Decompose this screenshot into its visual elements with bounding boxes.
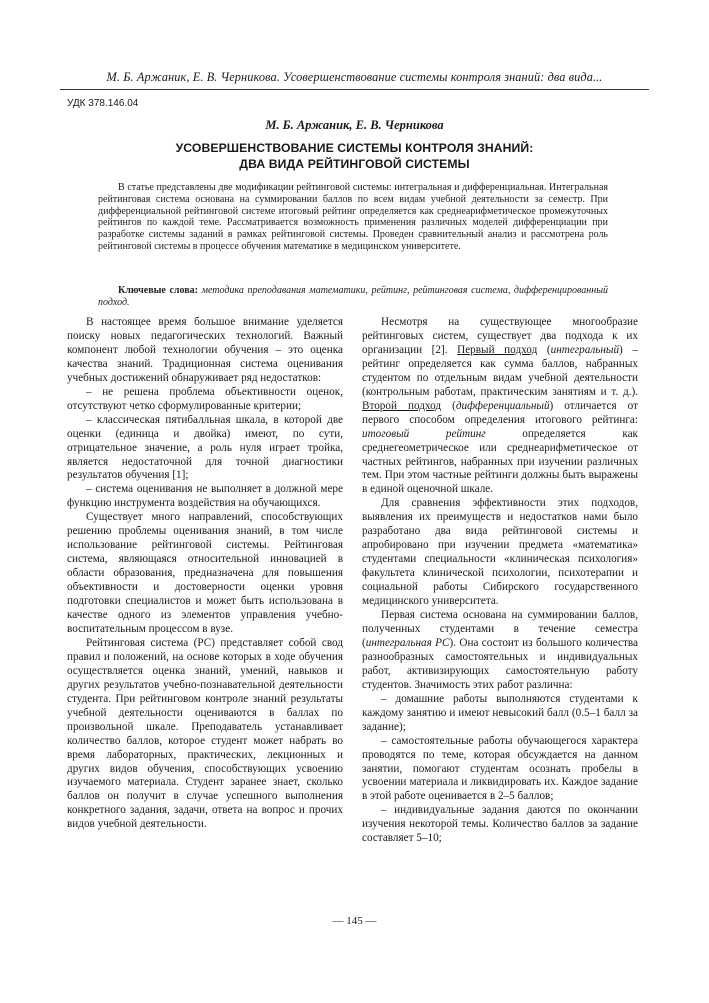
text-run: ). Она состоит из большого количества разнообразных самостоятельных и индивидуальных работ, активизирующих самостоятельную работу студентов. Значимость этих работ различна: <box>362 636 638 691</box>
header-divider <box>60 89 649 90</box>
first-approach-term: Первый подход <box>457 343 538 356</box>
text-run: Первая система основана на суммировании баллов, полученных студентами в течение семестра ( <box>362 609 638 649</box>
text-run: ( <box>537 343 551 356</box>
keywords <box>98 285 608 309</box>
title-line-1: УСОВЕРШЕНСТВОВАНИЕ СИСТЕМЫ КОНТРОЛЯ ЗНАНИЙ: <box>175 141 534 155</box>
second-approach-term: Второй подход <box>362 399 442 412</box>
right-column <box>362 316 638 846</box>
list-item: – самостоятельные работы обучающегося характера проводятся по теме, которая обсуждается на данном занятии, помогают студентам осознать пробелы в усвоении материала и ликвидировать их. Каждое задание в этой работе оценивается в 2–5 баллов; <box>362 734 638 803</box>
final-rating-term: итоговый рейтинг <box>362 427 486 440</box>
list-item: – домашние работы выполняются студентами к каждому занятию и имеют невысокий балл (0.5–1 балл за задание); <box>362 692 638 733</box>
keywords-label: Ключевые слова: <box>118 285 198 296</box>
authors: М. Б. Аржаник, Е. В. Черникова <box>265 118 444 132</box>
keywords-text: методика преподавания математики, рейтинг, рейтинговая система, дифференцированный подход. <box>98 285 608 308</box>
text-run: ) – рейтинг определяется как сумма баллов, набранных студентом по отдельным видам учебной деятельности (контрольным работам, практическим занятиям и т. д.). <box>362 343 638 398</box>
abstract <box>98 182 608 253</box>
paragraph-first-system <box>362 609 638 693</box>
integral-rs-term: интегральная РС <box>365 636 450 649</box>
paragraph: Для сравнения эффективности этих подходов, выявления их преимуществ и недостатков нами было разработано два вида рейтинговой системы и апробировано при изучении предмета «математика» студентами специальности «клиническая психология» факультета клинической психологии, психотерапии и социальной работы Сибирского государственного медицинского университета. <box>362 497 638 608</box>
paragraph-approaches <box>362 316 638 497</box>
differential-term: дифференциальный <box>455 399 550 412</box>
running-title: М. Б. Аржаник, Е. В. Черникова. Усовершенствование системы контроля знаний: два вида... <box>106 70 603 84</box>
text-run: ) отличается от первого способом определения итогового рейтинга: <box>362 399 638 426</box>
article-title <box>120 140 589 172</box>
list-item: – не решена проблема объективности оценок, отсутствуют четко сформулированные критерии; <box>67 385 343 412</box>
list-item: – классическая пятибалльная шкала, в которой две оценки (единица и двойка) имеют, по сути, отрицательное значение, а роль нуля играет тройка, является недостаточной для точной диагностики результатов обучения [1]; <box>67 413 343 482</box>
paragraph: Рейтинговая система (РС) представляет собой свод правил и положений, на основе которых в ходе обучения осуществляется оценка знаний, умений, навыков и других результатов учебно-познавательной деятельности студента. При рейтинговом контроле знаний результаты учебной деятельности оцениваются в баллах по произвольной шкале. Преподаватель устанавливает количество баллов, которое студент может набрать во время лабораторных, практических, лекционных и других видов обучения, способствующих усвоению изучаемого материала. Студент заранее знает, сколько баллов он получит в случае успешного выполнения конкретного задания, задачи, ответа на вопрос и прочих видов учебной деятельности. <box>67 636 343 831</box>
paragraph: Существует много направлений, способствующих решению проблемы оценивания знаний, в том числе использование рейтинговой системы. Рейтинговая система, являющаяся относительной инновацией в области образования, предназначена для повышения объективности и достоверности оценки уровня подготовки специалистов и может быть использована в качестве одного из элементов управления учебно-воспитательным процессом в вузе. <box>67 511 343 635</box>
page-number: — 145 — <box>332 915 377 927</box>
integral-term: интегральный <box>550 343 620 356</box>
paragraph: В настоящее время большое внимание уделяется поиску новых педагогических технологий. Важный компонент любой технологии обучения – это оценка качества знаний. Традиционная система оценивания учебных достижений обнаруживает ряд недостатков: <box>67 316 343 384</box>
abstract-text: В статье представлены две модификации рейтинговой системы: интегральная и дифференциальная. Интегральная рейтинговая система основана на суммировании баллов по всем видам учебной деятельности за семестр. При дифференциальной рейтинговой системе итоговый рейтинг определяется как среднеарифметическое промежуточных рейтингов по каждой теме. Рассматривается возможность применения различных моделей дифференциации при разработке системы заданий в рамках рейтинговой системы. Проведен сравнительный анализ и рассмотрена роль рейтинговой системы в процессе обучения математике в медицинском университете. <box>98 182 608 252</box>
text-run: Несмотря на существующее многообразие рейтинговых систем, существует два подхода к их организации [2]. <box>362 316 638 356</box>
list-item: – система оценивания не выполняет в должной мере функцию инструмента воздействия на обучающихся. <box>67 483 343 510</box>
list-item: – индивидуальные задания даются по окончании изучения некоторой темы. Количество баллов за задание составляет 5–10; <box>362 804 638 845</box>
text-run: ( <box>441 399 456 412</box>
udk-code: УДК 378.146.04 <box>67 98 139 109</box>
title-line-2: ДВА ВИДА РЕЙТИНГОВОЙ СИСТЕМЫ <box>239 157 470 171</box>
left-column <box>67 316 343 832</box>
text-run: определяется как среднегеометрическое или среднеарифметическое от частных рейтингов, набранных при изучении различных тем. При этом частные рейтинги должны быть выражены в единой оценочной шкале. <box>362 427 638 496</box>
